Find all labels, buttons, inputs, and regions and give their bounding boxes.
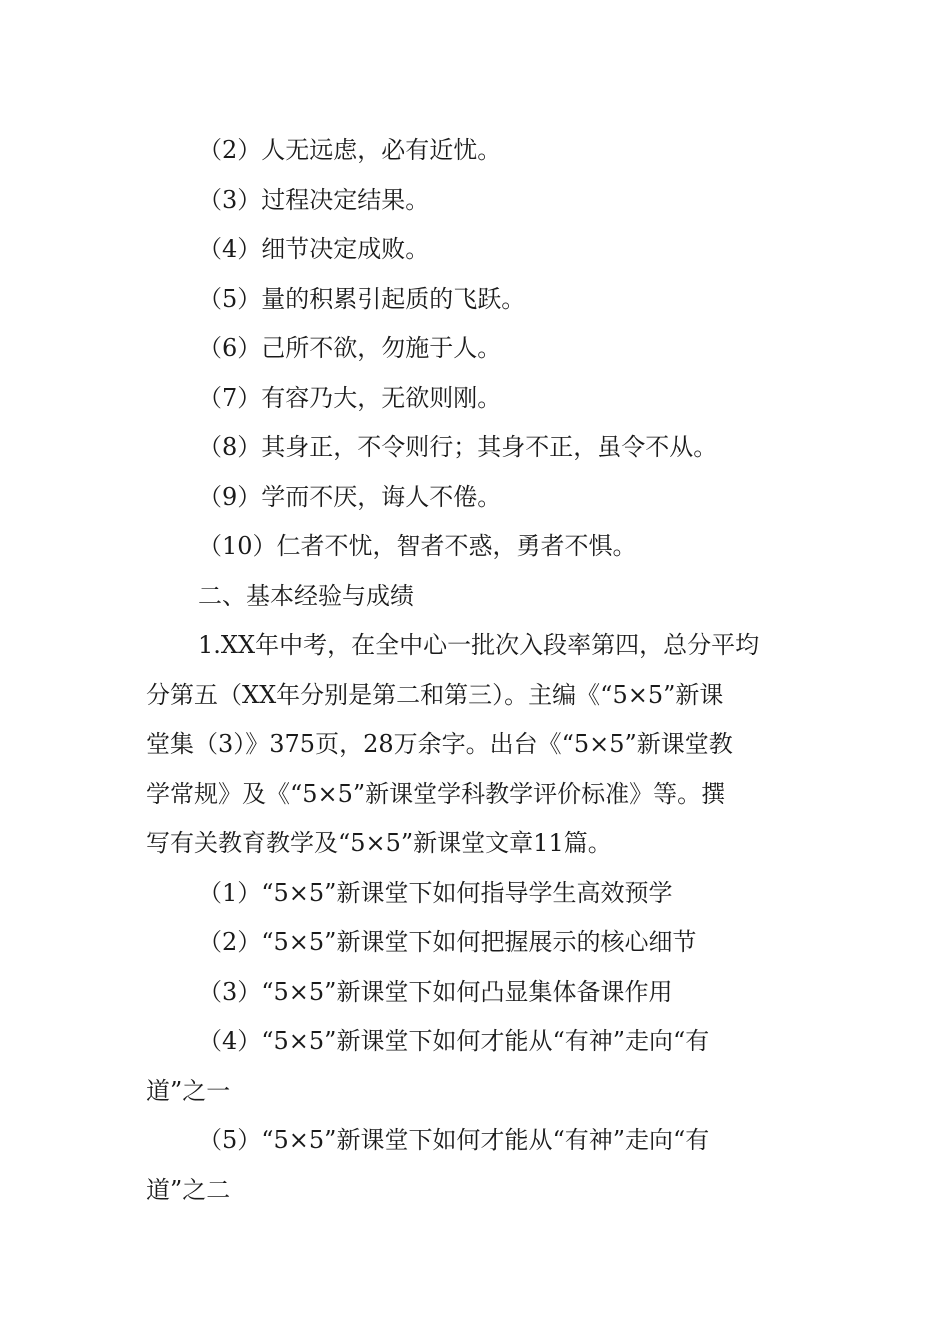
article-line: （4）“5×5”新课堂下如何才能从“有神”走向“有 (198, 1027, 710, 1055)
list-item: （3）过程决定结果。 (198, 185, 430, 214)
list-item: （5）量的积累引起质的飞跃。 (198, 284, 526, 313)
list-item: （4）细节决定成败。 (198, 235, 430, 263)
list-item: （9）学而不厌，诲人不倦。 (198, 482, 502, 511)
list-item: （7）有容乃大，无欲则刚。 (198, 383, 502, 412)
article-line: 道”之二 (146, 1175, 231, 1204)
list-item: （10）仁者不忧，智者不惑，勇者不惧。 (198, 532, 637, 560)
article-item: （3）“5×5”新课堂下如何凸显集体备课作用 (198, 977, 673, 1006)
paragraph-line: 写有关教育教学及“5×5”新课堂文章11篇。 (146, 829, 612, 857)
list-item: （8）其身正，不令则行；其身不正，虽令不从。 (198, 433, 718, 461)
section-heading: 二、基本经验与成绩 (198, 581, 414, 610)
article-line: 道”之一 (146, 1076, 231, 1105)
document-body (146, 126, 806, 1215)
article-line: （5）“5×5”新课堂下如何才能从“有神”走向“有 (198, 1126, 710, 1154)
article-item (146, 1116, 806, 1215)
article-item: （1）“5×5”新课堂下如何指导学生高效预学 (198, 878, 673, 907)
list-item: （6）己所不欲，勿施于人。 (198, 334, 502, 362)
paragraph-line: 1.XX年中考，在全中心一批次入段率第四，总分平均 (198, 631, 760, 659)
paragraph-line: 分第五（XX年分别是第二和第三）。主编《“5×5”新课 (146, 680, 724, 709)
paragraph-line: 堂集（3）》375页，28万余字。出台《“5×5”新课堂教 (146, 730, 733, 758)
list-item: （2）人无远虑，必有近忧。 (198, 136, 502, 164)
achievement-paragraph (146, 621, 806, 869)
paragraph-line: 学常规》及《“5×5”新课堂学科教学评价标准》等。撰 (146, 779, 726, 808)
article-item: （2）“5×5”新课堂下如何把握展示的核心细节 (198, 928, 697, 956)
article-item (146, 1017, 806, 1116)
